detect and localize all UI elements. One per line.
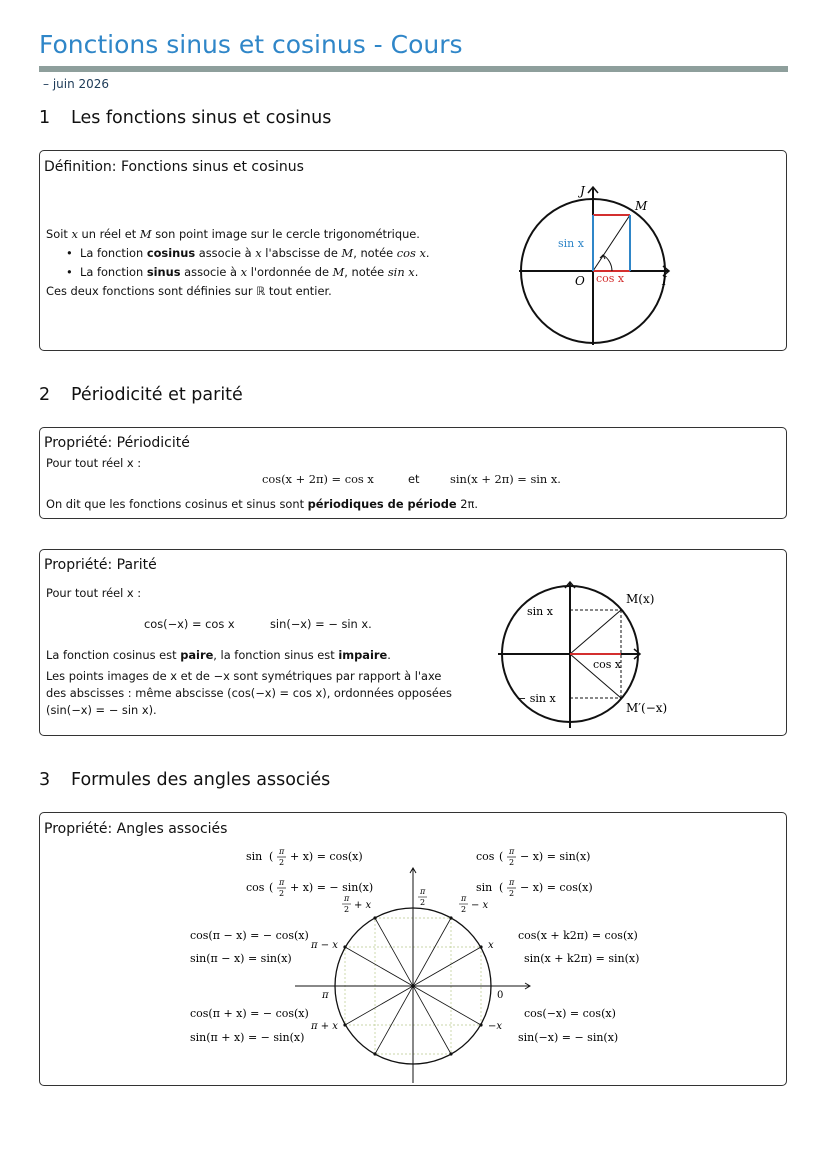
periodicity-title: Propriété: Périodicité (44, 435, 190, 451)
page-title: Fonctions sinus et cosinus - Cours (39, 30, 463, 59)
formula-right-2: sin(x + k2π) = sin(x) (524, 952, 640, 965)
svg-text:π: π (279, 847, 285, 856)
associated-angles-figure (40, 813, 786, 1085)
parity-box (39, 549, 787, 736)
svg-text:0: 0 (497, 990, 504, 1001)
svg-text:+ x) = − sin(x): + x) = − sin(x) (290, 881, 374, 894)
svg-text:π: π (322, 990, 329, 1001)
svg-text:2: 2 (420, 898, 426, 907)
formula-sin-neg: sin(−x) = − sin x. (270, 617, 372, 631)
svg-text:2: 2 (461, 905, 467, 914)
svg-text:(: ( (269, 850, 274, 863)
periodicity-box (39, 427, 787, 519)
svg-text:x: x (488, 940, 494, 951)
section-3-heading (39, 770, 330, 790)
formula-left-3: cos(π + x) = − cos(x) (190, 1007, 309, 1020)
section-1-heading (39, 108, 331, 128)
formula-sin: sin(x + 2π) = sin x. (450, 472, 561, 486)
title-rule (39, 66, 788, 72)
svg-text:− x) = cos(x): − x) = cos(x) (520, 881, 593, 894)
svg-text:sin: sin (476, 881, 493, 894)
svg-text:2: 2 (509, 889, 515, 898)
formula-left-4: sin(π + x) = − sin(x) (190, 1031, 305, 1044)
svg-text:π: π (461, 894, 467, 903)
svg-text:+ x) = cos(x): + x) = cos(x) (290, 850, 363, 863)
formula-right-3: cos(−x) = cos(x) (524, 1007, 616, 1020)
formula-et: et (408, 472, 420, 486)
definition-box (39, 150, 787, 351)
list-item: • La fonction sinus associe à x l'ordonnée de M, notée sin x. (80, 263, 430, 282)
associated-angles-box (39, 812, 787, 1086)
section-number: 2 (39, 385, 51, 405)
svg-text:π: π (420, 887, 426, 896)
sin-label: sin x (558, 237, 584, 250)
label-cos: cos x (593, 658, 622, 671)
svg-text:cos: cos (476, 850, 495, 863)
svg-text:sin: sin (246, 850, 263, 863)
definition-text: Soit x un réel et M son point image sur le cercle trigonométrique. • La fonction cosinus associe à x l'abscisse de M, notée cos x. • La fonction sinus associe à x l'ordonnée de M, notée sin x. Ces deux fonctions sont définies sur ℝ tout entier. (46, 225, 430, 301)
label-msin: − sin x (517, 692, 556, 705)
svg-text:2: 2 (509, 858, 515, 867)
svg-text:+ x: + x (354, 900, 372, 911)
section-number: 3 (39, 770, 51, 790)
section-title: Périodicité et parité (71, 385, 243, 405)
section-number: 1 (39, 108, 51, 128)
section-2-heading (39, 385, 243, 405)
label-M: M (635, 199, 648, 213)
list-item: • La fonction cosinus associe à x l'abscisse de M, notée cos x. (80, 244, 430, 263)
parity-circle-figure (492, 576, 732, 731)
svg-text:π: π (509, 878, 515, 887)
svg-text:π + x: π + x (311, 1021, 338, 1032)
svg-text:2: 2 (279, 889, 285, 898)
label-O: O (575, 274, 585, 288)
label-Mpx: M′(−x) (626, 701, 668, 715)
formula-left-2: sin(π − x) = sin(x) (190, 952, 292, 965)
parity-line2: La fonction cosinus est paire, la fonction sinus est impaire. (46, 648, 391, 662)
svg-text:π: π (344, 894, 350, 903)
parity-line1: Pour tout réel x : (46, 586, 142, 600)
svg-text:π − x: π − x (311, 940, 338, 951)
periodicity-line2: On dit que les fonctions cosinus et sinus sont périodiques de période 2π. (46, 497, 478, 511)
formula-right-4: sin(−x) = − sin(x) (518, 1031, 619, 1044)
section-title: Formules des angles associés (71, 770, 331, 790)
svg-text:− x) = sin(x): − x) = sin(x) (520, 850, 591, 863)
cos-label: cos x (596, 272, 625, 285)
date-line: – juin 2026 (43, 77, 110, 91)
formula-cos-neg: cos(−x) = cos x (144, 617, 235, 631)
svg-text:cos: cos (246, 881, 265, 894)
svg-text:π: π (509, 847, 515, 856)
associated-angles-title: Propriété: Angles associés (44, 821, 228, 837)
periodicity-line1: Pour tout réel x : (46, 456, 142, 470)
svg-text:(: ( (499, 850, 504, 863)
svg-text:2: 2 (279, 858, 285, 867)
svg-text:−x: −x (488, 1021, 503, 1032)
parity-title: Propriété: Parité (44, 557, 157, 573)
unit-circle-figure (514, 181, 674, 347)
svg-text:(: ( (269, 881, 274, 894)
svg-text:π: π (279, 878, 285, 887)
definition-title: Définition: Fonctions sinus et cosinus (44, 159, 304, 175)
label-sin: sin x (527, 605, 553, 618)
svg-text:− x: − x (471, 900, 489, 911)
svg-text:(: ( (499, 881, 504, 894)
formula-cos: cos(x + 2π) = cos x (262, 472, 374, 486)
label-Mx: M(x) (626, 592, 655, 606)
section-title: Les fonctions sinus et cosinus (71, 108, 332, 128)
formula-right-1: cos(x + k2π) = cos(x) (518, 929, 638, 942)
svg-text:2: 2 (344, 905, 350, 914)
label-J: J (580, 184, 585, 198)
formula-left-1: cos(π − x) = − cos(x) (190, 929, 309, 942)
parity-explanation: Les points images de x et de −x sont symétriques par rapport à l'axe des abscisses : même abscisse (cos(−x) = cos x), ordonnées opposées (sin(−x) = − sin x). (46, 669, 452, 717)
label-I: I (662, 274, 667, 288)
